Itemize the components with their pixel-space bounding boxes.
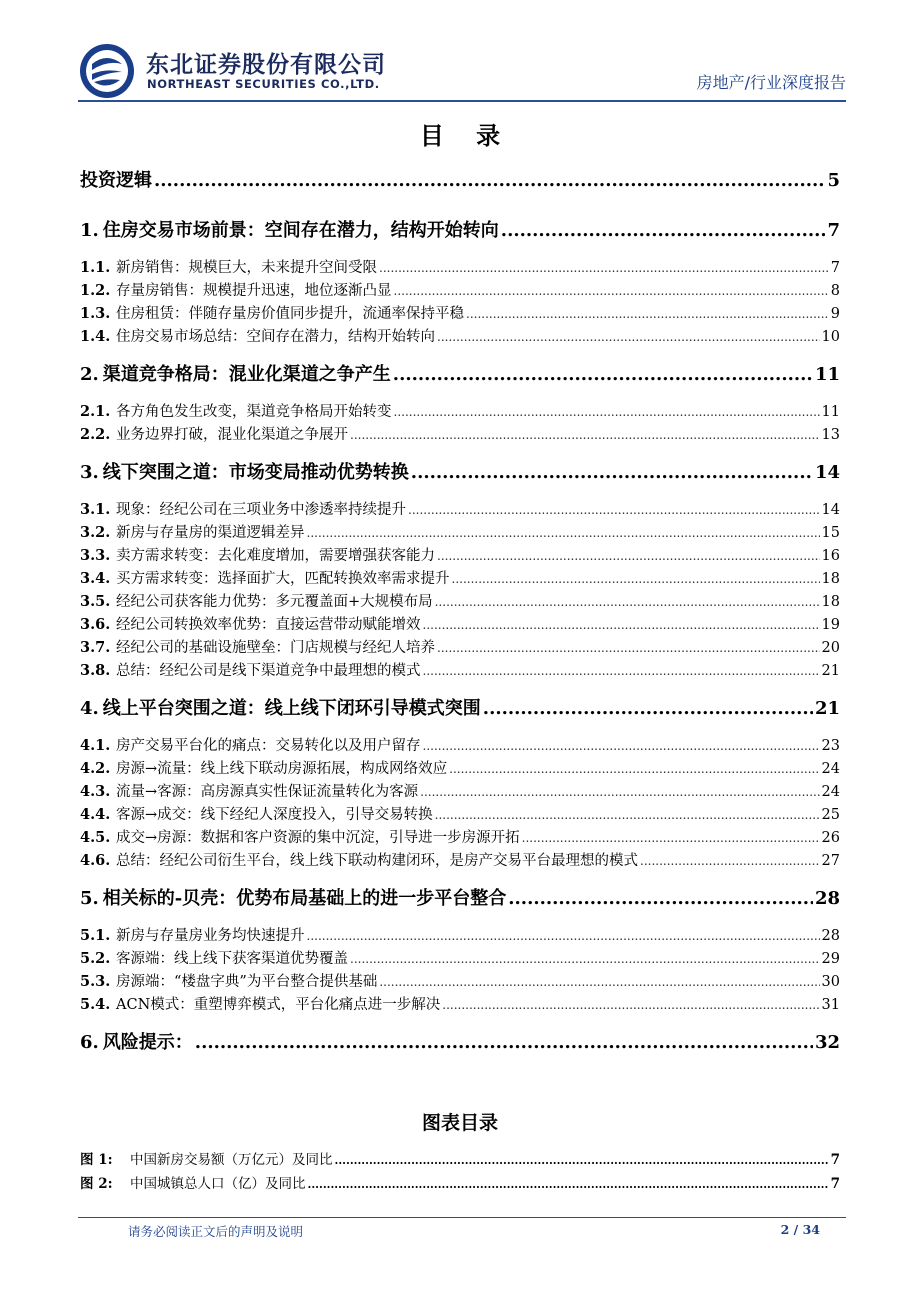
toc-entry[interactable] [80, 947, 840, 970]
toc-entry-label: 线下突围之道：市场变局推动优势转换 [102, 462, 409, 483]
toc-entry-label: 总结：经纪公司是线下渠道竞争中最理想的模式 [116, 663, 421, 679]
toc-entry[interactable] [80, 886, 840, 912]
toc-entry-label: 房源端：“楼盘字典”为平台整合提供基础 [116, 974, 378, 990]
toc-entry[interactable] [80, 613, 840, 636]
page-title: 目 录 [419, 121, 513, 150]
toc-entry-label: 住房交易市场前景：空间存在潜力，结构开始转向 [102, 220, 499, 241]
toc-entry-page: 7 [830, 260, 840, 276]
table-of-contents [80, 168, 840, 1056]
toc-entry-label: 住房租赁：伴随存量房价值同步提升，流通率保持平稳 [116, 306, 464, 322]
toc-leader [393, 362, 813, 388]
toc-entry[interactable] [80, 302, 840, 325]
toc-entry-label: 客源→成交：线下经纪人深度投入，引导交易转换 [116, 807, 433, 823]
toc-entry-label: 经纪公司的基础设施壁垒：门店规模与经纪人培养 [116, 640, 435, 656]
toc-entry-page: 16 [821, 548, 840, 564]
toc-leader [379, 971, 819, 994]
toc-leader [408, 499, 820, 522]
toc-entry-page: 28 [814, 888, 840, 909]
toc-entry-label: 新房销售：规模巨大，未来提升空间受限 [116, 260, 377, 276]
toc-leader [335, 1149, 829, 1173]
toc-entry-page: 32 [814, 1032, 840, 1053]
toc-leader [307, 925, 820, 948]
figure-page: 7 [830, 1176, 840, 1192]
toc-entry-number: 3.8. [80, 662, 111, 679]
figures-list [80, 1148, 840, 1196]
toc-entry-number: 6. [80, 1032, 99, 1053]
toc-entry-number: 4.1. [80, 737, 111, 754]
toc-entry-label: 房产交易平台化的痛点：交易转化以及用户留存 [116, 738, 421, 754]
toc-entry-page: 30 [821, 974, 840, 990]
figure-number: 图 2: [80, 1176, 113, 1192]
toc-entry-page: 14 [814, 462, 840, 483]
toc-leader [466, 303, 829, 326]
toc-entry[interactable] [80, 567, 840, 590]
header-divider [78, 100, 846, 102]
toc-leader [442, 994, 819, 1017]
toc-entry-page: 11 [814, 364, 840, 385]
toc-entry-number: 4.5. [80, 829, 111, 846]
toc-entry[interactable] [80, 498, 840, 521]
toc-entry-label: 住房交易市场总结：空间存在潜力，结构开始转向 [116, 329, 435, 345]
toc-entry-label: 流量→客源：高房源真实性保证流量转化为客源 [116, 784, 419, 800]
toc-entry-number: 2. [80, 364, 99, 385]
toc-entry-number: 2.1. [80, 403, 111, 420]
toc-entry-page: 7 [827, 220, 840, 241]
toc-entry-page: 14 [821, 502, 840, 518]
toc-entry-label: 新房与存量房的渠道逻辑差异 [116, 525, 305, 541]
toc-entry[interactable] [80, 780, 840, 803]
toc-entry-number: 5.2. [80, 950, 111, 967]
toc-entry[interactable] [80, 826, 840, 849]
company-name-cn: 东北证券股份有限公司 [146, 52, 386, 78]
toc-entry[interactable] [80, 757, 840, 780]
toc-entry-number: 1.3. [80, 305, 111, 322]
toc-entry-number: 5. [80, 888, 99, 909]
toc-entry-number: 5.1. [80, 927, 111, 944]
toc-entry-number: 2.2. [80, 426, 111, 443]
toc-leader [501, 218, 826, 244]
toc-entry[interactable] [80, 423, 840, 446]
toc-entry-number: 1. [80, 220, 99, 241]
toc-entry-label: 投资逻辑 [80, 170, 152, 191]
figure-number: 图 1: [80, 1152, 113, 1168]
toc-leader [437, 326, 820, 349]
toc-entry[interactable] [80, 521, 840, 544]
toc-entry[interactable] [80, 659, 840, 682]
toc-entry[interactable] [80, 279, 840, 302]
toc-entry[interactable] [80, 849, 840, 872]
toc-entry[interactable] [80, 1030, 840, 1056]
toc-leader [411, 460, 813, 486]
toc-entry-page: 19 [821, 617, 840, 633]
toc-leader [307, 522, 820, 545]
toc-entry[interactable] [80, 924, 840, 947]
toc-leader [437, 637, 820, 660]
toc-entry-number: 1.2. [80, 282, 111, 299]
toc-entry-page: 18 [821, 594, 840, 610]
toc-leader [449, 758, 819, 781]
figure-entry[interactable] [80, 1172, 840, 1196]
toc-entry[interactable] [80, 993, 840, 1016]
toc-entry[interactable] [80, 544, 840, 567]
report-type: 房地产/行业深度报告 [696, 73, 846, 92]
toc-entry-page: 24 [821, 784, 840, 800]
toc-leader [350, 948, 820, 971]
toc-entry-page: 10 [821, 329, 840, 345]
page-number: 2 / 34 [780, 1222, 820, 1237]
toc-entry[interactable] [80, 803, 840, 826]
toc-entry-number: 3.5. [80, 593, 111, 610]
toc-entry-number: 5.3. [80, 973, 111, 990]
toc-entry-page: 29 [821, 951, 840, 967]
toc-entry-page: 5 [827, 170, 840, 191]
toc-entry-label: 客源端：线上线下获客渠道优势覆盖 [116, 951, 348, 967]
toc-entry-page: 25 [821, 807, 840, 823]
toc-entry-label: 现象：经纪公司在三项业务中渗透率持续提升 [116, 502, 406, 518]
toc-entry-number: 3.2. [80, 524, 111, 541]
figure-page: 7 [830, 1152, 840, 1168]
toc-leader [452, 568, 820, 591]
toc-leader [195, 1030, 813, 1056]
toc-entry-number: 3.3. [80, 547, 111, 564]
toc-leader [423, 660, 820, 683]
toc-entry-label: 经纪公司获客能力优势：多元覆盖面+大规模布局 [116, 594, 433, 610]
toc-leader [423, 735, 820, 758]
toc-entry-number: 3.1. [80, 501, 111, 518]
toc-entry-number: 1.4. [80, 328, 111, 345]
toc-entry-label: 买方需求转变：选择面扩大，匹配转换效率需求提升 [116, 571, 450, 587]
toc-entry-number: 5.4. [80, 996, 111, 1013]
toc-entry-page: 20 [821, 640, 840, 656]
toc-entry-number: 4.2. [80, 760, 111, 777]
toc-entry-label: 风险提示： [102, 1032, 193, 1053]
toc-entry-number: 3. [80, 462, 99, 483]
toc-entry-page: 18 [821, 571, 840, 587]
toc-entry[interactable] [80, 362, 840, 388]
toc-entry-page: 27 [821, 853, 840, 869]
company-name-en: NORTHEAST SECURITIES CO.,LTD. [147, 77, 380, 91]
toc-entry[interactable] [80, 696, 840, 722]
toc-leader [379, 257, 829, 280]
toc-entry[interactable] [80, 218, 840, 244]
toc-entry-number: 3.6. [80, 616, 111, 633]
toc-leader [350, 424, 820, 447]
toc-entry-label: 业务边界打破，混业化渠道之争展开 [116, 427, 348, 443]
northeast-securities-logo-icon [78, 42, 136, 100]
toc-entry-label: ACN模式：重塑博弈模式，平台化痛点进一步解决 [116, 997, 441, 1013]
toc-entry-number: 4.3. [80, 783, 111, 800]
toc-entry-label: 存量房销售：规模提升迅速，地位逐渐凸显 [116, 283, 392, 299]
figures-list-title: 图表目录 [421, 1112, 498, 1134]
toc-leader [394, 280, 829, 303]
toc-entry-label: 经纪公司转换效率优势：直接运营带动赋能增效 [116, 617, 421, 633]
toc-entry-label: 新房与存量房业务均快速提升 [116, 928, 305, 944]
toc-entry[interactable] [80, 400, 840, 423]
toc-leader [435, 804, 820, 827]
toc-leader [640, 850, 820, 873]
toc-entry[interactable] [80, 256, 840, 279]
toc-entry[interactable] [80, 325, 840, 348]
toc-entry[interactable] [80, 636, 840, 659]
toc-entry-number: 3.7. [80, 639, 111, 656]
toc-entry[interactable] [80, 168, 840, 196]
toc-leader [394, 401, 820, 424]
toc-leader [435, 591, 820, 614]
figure-entry[interactable] [80, 1148, 840, 1172]
toc-entry[interactable] [80, 734, 840, 757]
toc-leader [483, 696, 813, 722]
toc-entry-number: 1.1. [80, 259, 111, 276]
toc-leader [420, 781, 819, 804]
toc-leader [154, 168, 825, 194]
figure-label: 中国城镇总人口（亿）及同比 [130, 1176, 306, 1192]
figure-label: 中国新房交易额（万亿元）及同比 [130, 1152, 333, 1168]
page-header [78, 40, 846, 100]
toc-entry-page: 13 [821, 427, 840, 443]
toc-entry[interactable] [80, 590, 840, 613]
toc-entry-page: 26 [821, 830, 840, 846]
toc-entry-page: 21 [821, 663, 840, 679]
toc-entry-page: 31 [821, 997, 840, 1013]
toc-entry-page: 15 [821, 525, 840, 541]
toc-entry-number: 3.4. [80, 570, 111, 587]
toc-leader [437, 545, 820, 568]
toc-entry-page: 21 [814, 698, 840, 719]
toc-entry-label: 各方角色发生改变，渠道竞争格局开始转变 [116, 404, 392, 420]
toc-entry[interactable] [80, 970, 840, 993]
footer-disclaimer: 请务必阅读正文后的声明及说明 [128, 1224, 304, 1239]
toc-entry-number: 4. [80, 698, 99, 719]
toc-entry-page: 28 [821, 928, 840, 944]
toc-entry-page: 24 [821, 761, 840, 777]
toc-entry-label: 房源→流量：线上线下联动房源拓展，构成网络效应 [116, 761, 448, 777]
toc-entry-label: 成交→房源：数据和客户资源的集中沉淀，引导进一步房源开拓 [116, 830, 520, 846]
toc-entry-label: 卖方需求转变：去化难度增加，需要增强获客能力 [116, 548, 435, 564]
toc-leader [423, 614, 820, 637]
toc-leader [308, 1173, 829, 1197]
toc-entry-label: 线上平台突围之道：线上线下闭环引导模式突围 [102, 698, 481, 719]
toc-entry-label: 渠道竞争格局：混业化渠道之争产生 [102, 364, 391, 385]
toc-leader [522, 827, 820, 850]
toc-entry-label: 相关标的-贝壳：优势布局基础上的进一步平台整合 [102, 888, 507, 909]
toc-entry-page: 8 [830, 283, 840, 299]
toc-entry-number: 4.4. [80, 806, 111, 823]
toc-entry-page: 9 [830, 306, 840, 322]
toc-entry-label: 总结：经纪公司衍生平台，线上线下联动构建闭环，是房产交易平台最理想的模式 [116, 853, 638, 869]
footer-divider [78, 1217, 846, 1218]
toc-entry-page: 11 [821, 404, 840, 420]
toc-entry[interactable] [80, 460, 840, 486]
toc-entry-number: 4.6. [80, 852, 111, 869]
toc-leader [508, 886, 813, 912]
toc-entry-page: 23 [821, 738, 840, 754]
